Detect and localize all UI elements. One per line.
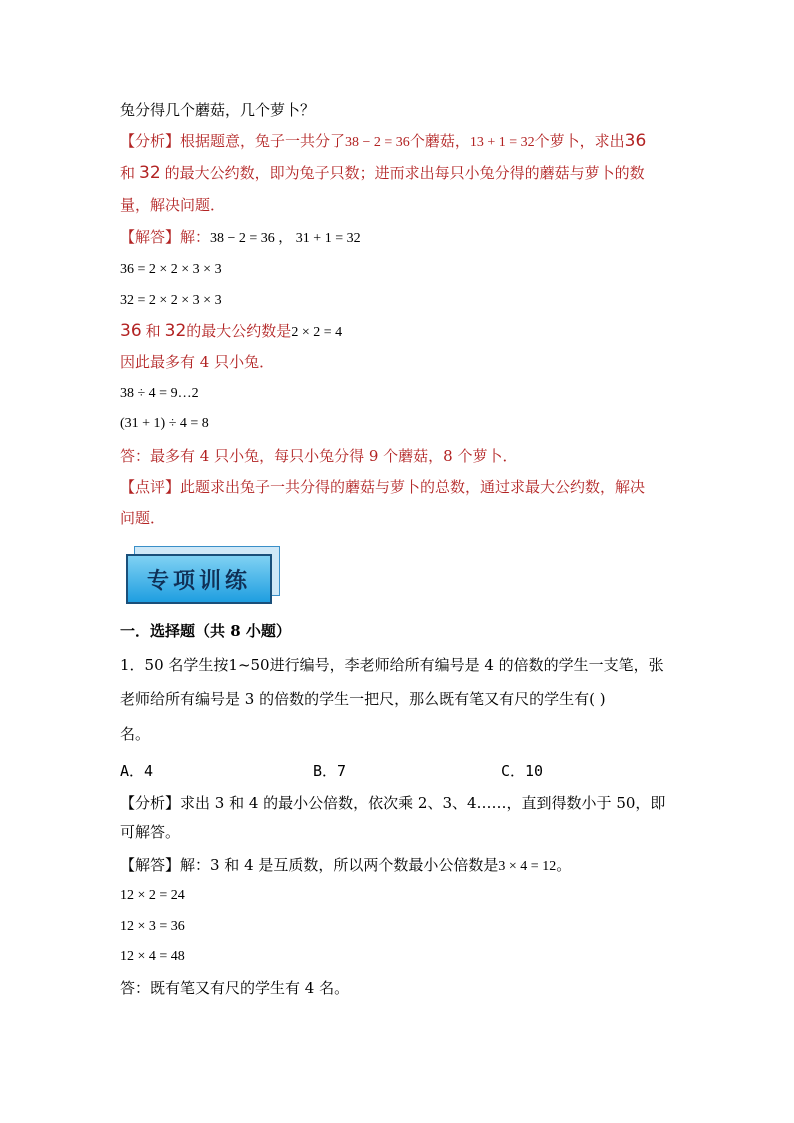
math-line: 32 = 2 × 2 × 3 × 3 [120, 293, 222, 308]
comment-line-1: 【点评】此题求出兔子一共分得的蘑菇与萝卜的总数，通过求最大公约数，解决 [120, 478, 646, 496]
math-line: 12 × 2 = 24 [120, 888, 185, 903]
number: 36 [624, 131, 647, 151]
math-line: (31 + 1) ÷ 4 = 8 [120, 416, 209, 431]
option-a: A．4 [120, 762, 154, 780]
analysis-line-3: 量，解决问题． [120, 196, 226, 214]
q-analysis-line-2: 可解答。 [120, 823, 181, 841]
analysis-label: 【分析】根据题意，兔子一共分了 [120, 132, 346, 150]
q-analysis-line-1: 【分析】求出 3 和 4 的最小公倍数，依次乘 2、3、4……，直到得数小于 50，即 [120, 794, 666, 812]
solution-label: 【解答】解： [120, 228, 211, 246]
analysis-line-1: 【分析】根据题意，兔子一共分了38 − 2 = 36个蘑菇，13 + 1 = 32个萝卜，求出36 [120, 131, 647, 151]
answer-line: 答：最多有 4 只小兔，每只小兔分得 9 个蘑菇，8 个萝卜． [120, 447, 518, 465]
math-expr: 13 + 1 = 32 [469, 135, 535, 150]
section-title: 一．选择题（共 8 小题） [120, 622, 291, 640]
math-line: 12 × 3 = 36 [120, 919, 185, 934]
math-line: 12 × 4 = 48 [120, 949, 185, 964]
comment-line-2: 问题． [120, 509, 166, 527]
q-answer-line: 答：既有笔又有尺的学生有 4 名。 [120, 979, 350, 997]
solution-line-1 [120, 227, 684, 249]
line-1: 兔分得几个蘑菇，几个萝卜？ [120, 101, 316, 119]
analysis-line-2: 和 32 的最大公约数，即为兔子只数；进而求出每只小兔分得的蘑菇与萝卜的数 [120, 163, 645, 183]
banner-label: 专项训练 [146, 568, 251, 594]
option-c: C．10 [501, 762, 544, 780]
math-expr: 38 − 2 = 36 ， 31 + 1 = 32 [210, 231, 361, 246]
question-line-3: 名。 [120, 725, 151, 743]
question-line-2: 老师给所有编号是 3 的倍数的学生一把尺，那么既有笔又有尺的学生有( ) [120, 690, 606, 708]
gcd-line: 36 和 32的最大公约数是2 × 2 = 4 [120, 321, 343, 341]
q-solution-line: 【解答】解：3 和 4 是互质数，所以两个数最小公倍数是3 × 4 = 12。 [120, 856, 572, 874]
conclusion-line: 因此最多有 4 只小兔． [120, 353, 275, 371]
math-expr: 38 − 2 = 36 [345, 135, 410, 150]
math-line: 36 = 2 × 2 × 3 × 3 [120, 262, 222, 277]
option-b: B．7 [313, 762, 347, 780]
question-line-1: 1．50 名学生按1~50进行编号，李老师给所有编号是 4 的倍数的学生一支笔，张 [120, 656, 664, 674]
math-line: 38 ÷ 4 = 9…2 [120, 386, 199, 401]
section-banner [126, 546, 278, 608]
